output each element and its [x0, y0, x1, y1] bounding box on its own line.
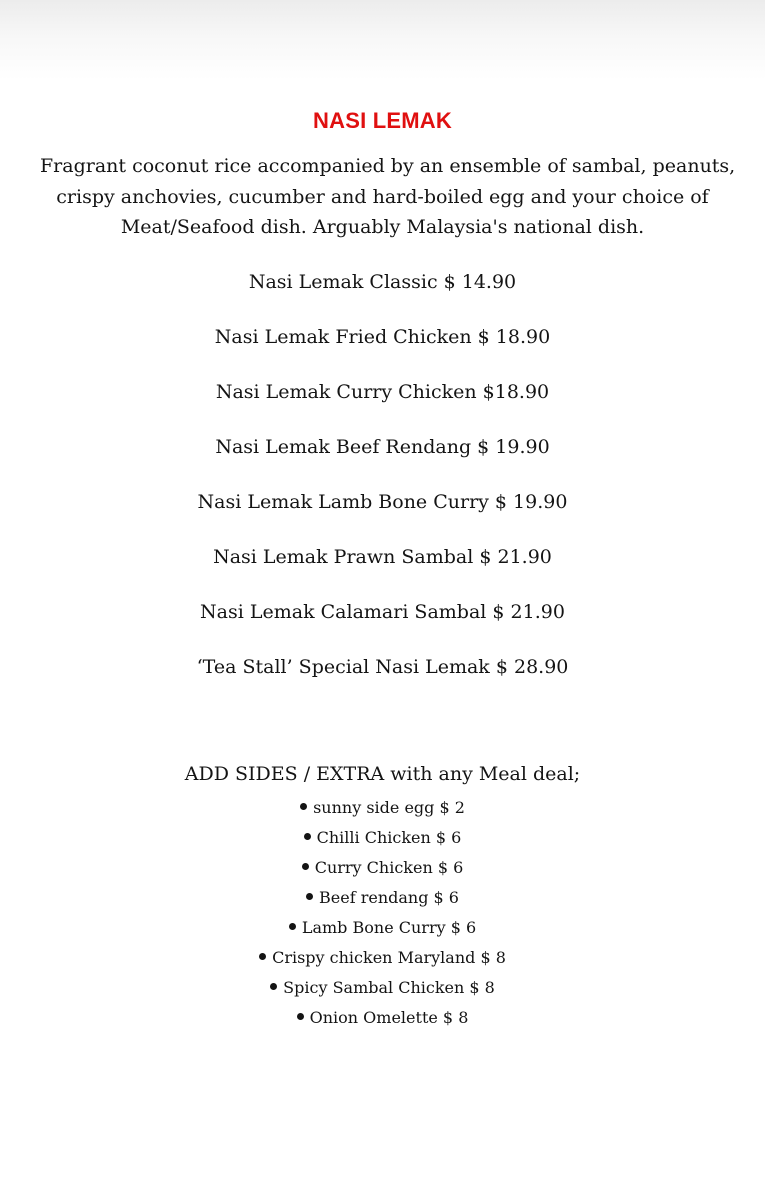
side-item-label: Beef rendang $ 6	[319, 888, 459, 907]
side-item-label: Curry Chicken $ 6	[314, 858, 464, 877]
description-line: Fragrant coconut rice accompanied by an ensemble of sambal, peanuts,	[40, 155, 736, 177]
menu-item: Nasi Lemak Fried Chicken $ 18.90	[214, 326, 551, 348]
bullet-icon	[259, 953, 266, 960]
side-item-label: Chilli Chicken $ 6	[316, 828, 462, 847]
side-item	[0, 946, 765, 976]
bullet-icon	[297, 1013, 304, 1020]
menu-item: Nasi Lemak Calamari Sambal $ 21.90	[200, 601, 565, 623]
top-shade	[0, 0, 765, 80]
side-item-label: Lamb Bone Curry $ 6	[301, 918, 477, 937]
menu-items-list	[0, 268, 765, 708]
menu-item: Nasi Lemak Curry Chicken $18.90	[215, 381, 550, 403]
bullet-icon	[289, 923, 296, 930]
side-item-label: Onion Omelette $ 8	[309, 1008, 469, 1027]
side-item	[0, 856, 765, 886]
bullet-icon	[306, 893, 313, 900]
side-item	[0, 1006, 765, 1036]
menu-item: Nasi Lemak Lamb Bone Curry $ 19.90	[197, 491, 568, 513]
bullet-icon	[270, 983, 277, 990]
side-item-label: Crispy chicken Maryland $ 8	[272, 948, 506, 967]
menu-description	[40, 151, 736, 243]
sides-list	[0, 796, 765, 1036]
menu-item: Nasi Lemak Beef Rendang $ 19.90	[215, 436, 550, 458]
side-item	[0, 886, 765, 916]
menu-item: Nasi Lemak Classic $ 14.90	[248, 271, 517, 293]
side-item-label: sunny side egg $ 2	[313, 798, 465, 817]
side-item	[0, 796, 765, 826]
side-item	[0, 976, 765, 1006]
menu-item: ‘Tea Stall’ Special Nasi Lemak $ 28.90	[196, 656, 569, 678]
menu-title: NASI LEMAK	[313, 108, 452, 133]
bullet-icon	[300, 803, 307, 810]
side-item	[0, 826, 765, 856]
side-item	[0, 916, 765, 946]
sides-heading: ADD SIDES / EXTRA with any Meal deal;	[184, 763, 581, 785]
menu-item: Nasi Lemak Prawn Sambal $ 21.90	[213, 546, 552, 568]
bullet-icon	[304, 833, 311, 840]
description-line: crispy anchovies, cucumber and hard-boiled egg and your choice of	[56, 185, 709, 208]
bullet-icon	[302, 863, 309, 870]
description-line: Meat/Seafood dish. Arguably Malaysia's national dish.	[120, 216, 645, 238]
side-item-label: Spicy Sambal Chicken $ 8	[283, 978, 495, 997]
